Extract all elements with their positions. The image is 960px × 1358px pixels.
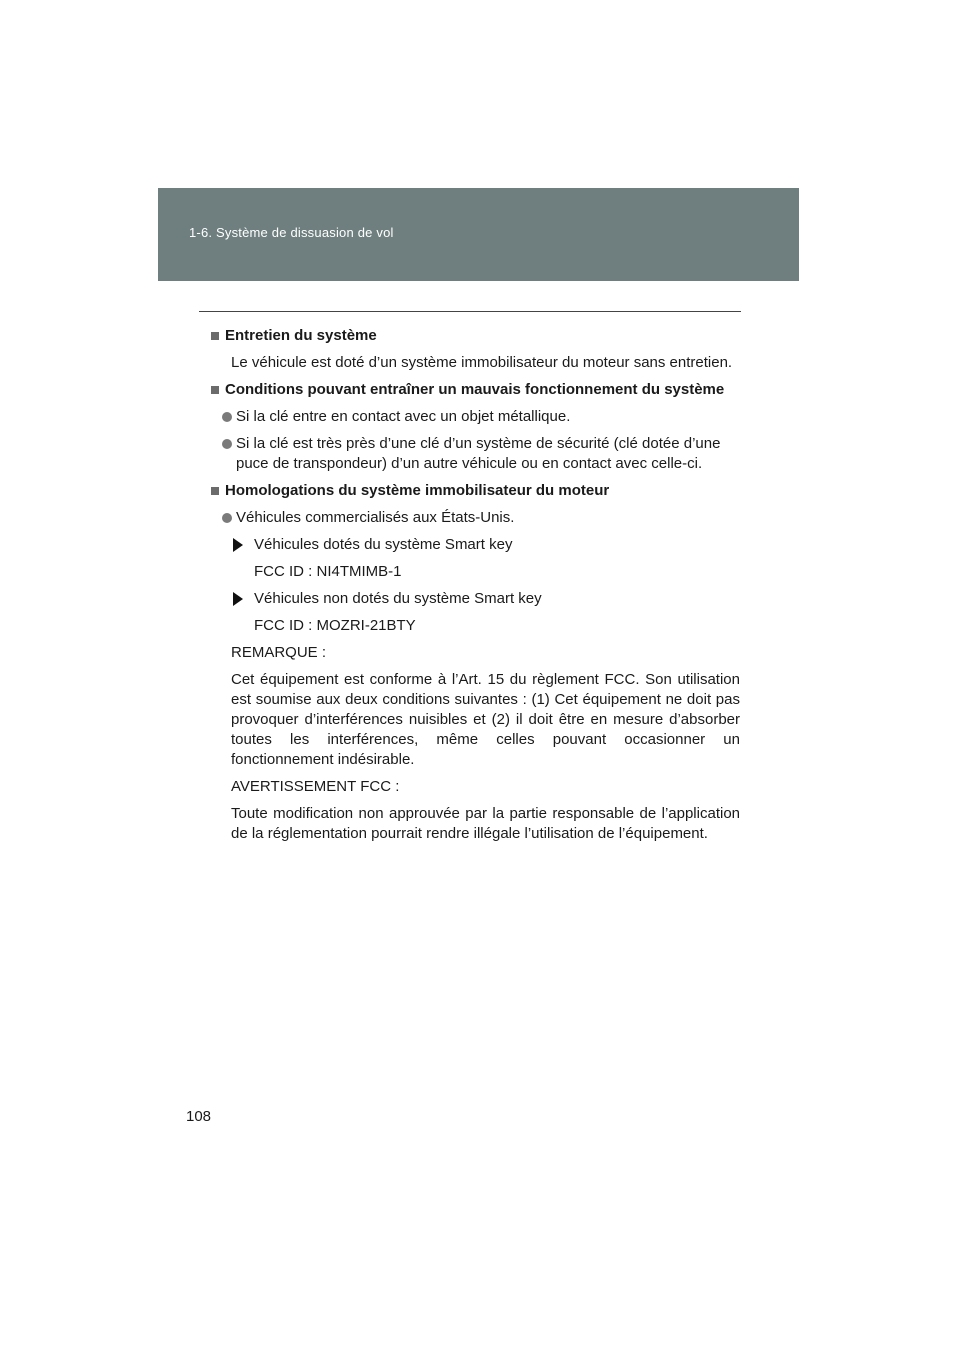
section-title-text: Homologations du système immobilisateur du moteur xyxy=(225,482,610,499)
section-title-text: Entretien du système xyxy=(225,327,377,344)
list-item-text: Si la clé est très près d’une clé d’un système de sécurité (clé dotée d’une puce de transpondeur) d’un autre véhicule ou en contact avec celle-ci. xyxy=(236,435,721,472)
list-item-text: Véhicules commercialisés aux États-Unis. xyxy=(236,509,515,526)
section-header-title: 1-6. Système de dissuasion de vol xyxy=(189,225,394,240)
sub-item xyxy=(210,589,740,609)
square-bullet-icon xyxy=(211,386,219,394)
section-title xyxy=(210,481,740,501)
fcc-id: FCC ID : NI4TMIMB-1 xyxy=(254,563,402,580)
section-title xyxy=(210,380,740,400)
list-item-text: Si la clé entre en contact avec un objet métallique. xyxy=(236,408,571,425)
warning-text: Toute modification non approuvée par la partie responsable de l’application de la réglementation pourrait rendre illégale l’utilisation de l’équipement. xyxy=(231,805,740,842)
list-item xyxy=(210,434,740,474)
sub-item-label: Véhicules non dotés du système Smart key xyxy=(254,590,542,607)
divider xyxy=(199,311,741,312)
list-item xyxy=(210,508,740,528)
warning-title: AVERTISSEMENT FCC : xyxy=(231,778,400,795)
remarque-text: Cet équipement est conforme à l’Art. 15 du règlement FCC. Son utilisation est soumise aux deux conditions suivantes : (1) Cet équipement ne doit pas provoquer d’interférences nuisibles et (2) il doit être en mesure d’absorber toutes les interférences, même celles pouvant occasionner un fonctionnement indésirable. xyxy=(231,671,740,768)
square-bullet-icon xyxy=(211,332,219,340)
arrow-right-icon xyxy=(233,538,243,552)
arrow-right-icon xyxy=(233,592,243,606)
page-number: 108 xyxy=(186,1108,212,1125)
section-title xyxy=(210,326,740,346)
square-bullet-icon xyxy=(211,487,219,495)
circle-bullet-icon xyxy=(222,439,232,449)
sub-item-label: Véhicules dotés du système Smart key xyxy=(254,536,513,553)
list-item xyxy=(210,407,740,427)
circle-bullet-icon xyxy=(222,412,232,422)
section-title-text: Conditions pouvant entraîner un mauvais fonctionnement du système xyxy=(225,381,725,398)
remarque-title: REMARQUE : xyxy=(231,644,327,661)
fcc-id: FCC ID : MOZRI-21BTY xyxy=(254,617,416,634)
paragraph: Le véhicule est doté d’un système immobilisateur du moteur sans entretien. xyxy=(231,354,733,371)
circle-bullet-icon xyxy=(222,513,232,523)
page-content xyxy=(210,326,740,851)
sub-item xyxy=(210,535,740,555)
